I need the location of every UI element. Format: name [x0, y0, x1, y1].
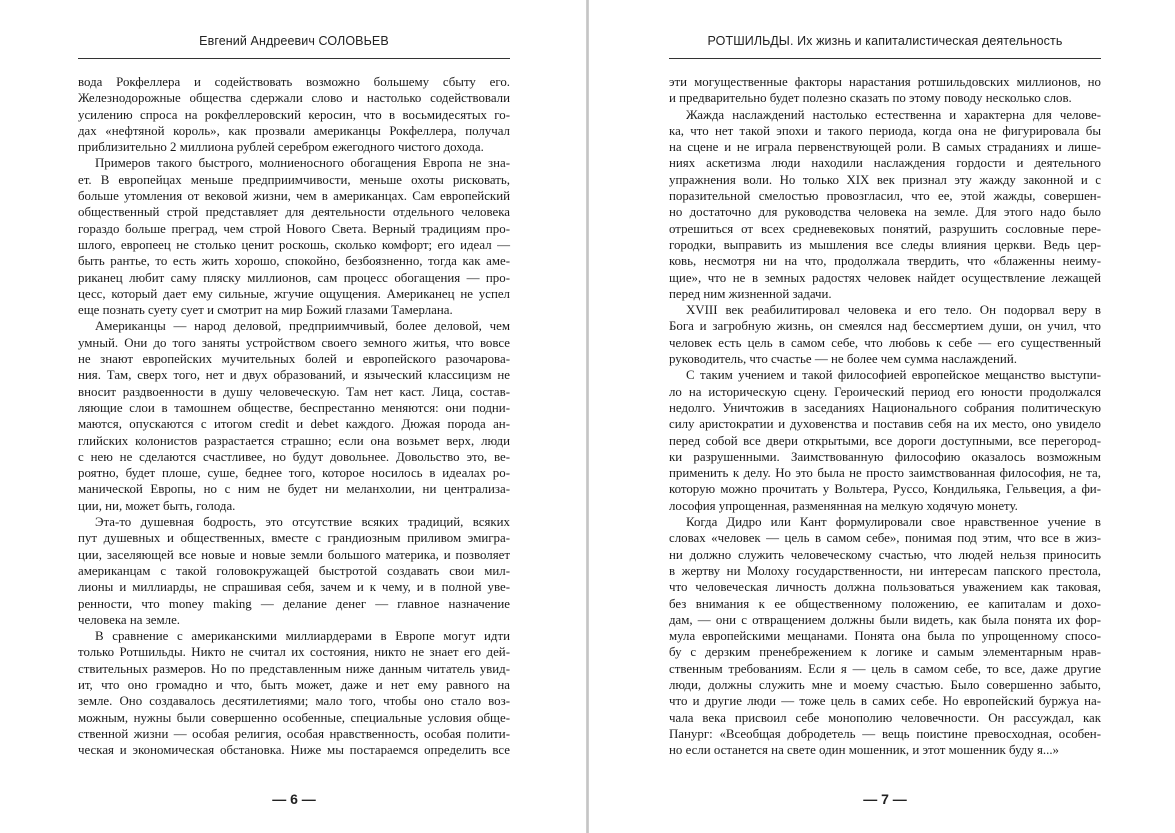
- text-line: руководитель, что счастье — не более чем сумма наслаждений.: [669, 352, 1017, 367]
- right-page: [669, 0, 1101, 833]
- text-line: вода Рокфеллера и содействовать возможно большему сбыту его.: [78, 75, 510, 89]
- text-line: перед ним жизненной задачи.: [669, 286, 832, 301]
- text-line: общественный строй представляет для деятельности отдельного человека: [78, 205, 510, 220]
- text-line: пут душевных и общественных, вместе с грандиозным приливом эмигра-: [78, 531, 510, 546]
- text-line: Железнодорожные общества сдержали слово и настолько содействовали: [78, 91, 510, 106]
- text-line: люди, должны служить мне и моему счастью. Было совершенно забыто,: [669, 677, 1101, 692]
- text-line: ческая и экономическая обстановка. Ниже мы постараемся определить все: [78, 743, 510, 758]
- text-line: земле. Оно создавалось десятилетиями; мало того, чтобы оно стало воз-: [78, 694, 510, 709]
- text-line: XVIII век реабилитировал человека и его тело. Он подорвал веру в: [686, 303, 1101, 318]
- text-line: ит, что оно громадно и что, быть может, даже и нет ему равного на: [78, 677, 510, 692]
- text-line: можным, нужны были совершенно особенные, специальные условия обще-: [78, 710, 510, 725]
- text-line: риканец любит саму пляску миллионов, сам процесс обогащения — про-: [78, 270, 510, 285]
- text-line: упражнения воли. Но только XIX век признал эту жажду законной и с: [669, 172, 1101, 187]
- header-rule: [669, 58, 1101, 59]
- text-line: только Ротшильды. Никто не считал их состояния, никто не знает его дей-: [78, 645, 510, 660]
- text-line: человека на земле.: [78, 612, 181, 627]
- page-number: — 6 —: [272, 791, 316, 807]
- text-line: ции, заселяющей все новые и новые земли большого материка, и позволяет: [78, 547, 510, 562]
- text-line: дам, — они с отвращением должны были видеть, как была понята их фор-: [669, 612, 1101, 627]
- text-line: словах «человек — цель в самом себе», понимая под этим, что все в жиз-: [669, 531, 1101, 546]
- text-line: бу с дерзким пренебрежением к логике и самым элементарным нрав-: [669, 645, 1101, 660]
- text-line: умный. Они до того заняты устройством своего земного житья, что вовсе: [78, 335, 510, 350]
- text-line: В сравнение с американскими миллиардерами в Европе могут идти: [95, 629, 510, 644]
- text-line: ствительных размеров. Но по представленным ниже данным читатель увид-: [78, 661, 510, 676]
- text-line: вносит раздвоенности в душу человеческую. Там нет каст. Лица, состав-: [78, 384, 510, 399]
- text-line: ло на историческую сцену. Героический период его юности продолжался: [669, 384, 1101, 399]
- text-line: ляющие слои в тамошнем обществе, беспрестанно меняются: они подни-: [78, 400, 510, 415]
- text-line: еще познать суету сует и смотрит на мир Божий глазами Тамерлана.: [78, 303, 453, 318]
- page-number: — 7 —: [863, 791, 907, 807]
- text-line: ковь, несмотря ни на что, продолжала твердить, что «блаженны неиму-: [669, 254, 1101, 269]
- left-page: [78, 0, 510, 833]
- text-line: но если останется на свете один мошенник, и этот мошенник буду я...»: [669, 743, 1059, 758]
- text-line: ка, что нет такой эпохи и такого периода, когда она не фигурировала бы: [669, 123, 1101, 138]
- text-line: ки разрушенными. Заимствованную философию оказалось возможным: [669, 449, 1101, 464]
- text-line: Жажда наслаждений настолько естественна и характерна для челове-: [686, 107, 1101, 122]
- text-line: шлого, европеец не столько ценит роскошь, сколько комфорт; его идеал —: [78, 237, 510, 252]
- text-line: поразительной смелостью провозгласил, что ее, этой жажды, совершен-: [669, 189, 1101, 204]
- text-line: маются, опускаются с итогом credit и debet каждого. Дюжая порода ан-: [78, 417, 510, 432]
- text-line: усилению спроса на рокфеллеровский керосин, что в восьмидесятых го-: [78, 107, 510, 122]
- text-line: и предварительно будет полезно сказать по этому поводу несколько слов.: [669, 91, 1072, 106]
- text-line: Американцы — народ деловой, предприимчивый, более деловой, чем: [95, 319, 510, 334]
- body-text: [78, 74, 510, 758]
- text-line: Эта-то душевная бодрость, это отсутствие всяких традиций, всяких: [95, 515, 510, 530]
- text-line: не знают европейских мучительных болей и европейского разочарова-: [78, 352, 510, 367]
- text-line: быть рантье, то есть жить хорошо, спокойно, безбоязненно, тогда как аме-: [78, 254, 510, 269]
- text-line: приблизительно 2 миллиона рублей серебром ежегодного чистого дохода.: [78, 140, 484, 155]
- text-line: ственным требованиям. Если я — цель в самом себе, то все, даже другие: [669, 661, 1101, 676]
- text-line: больше утомления от вековой жизни, чем в американцах. Сам европейский: [78, 189, 510, 204]
- text-line: С таким учением и такой философией европейское мещанство выступи-: [686, 368, 1101, 383]
- header-rule: [78, 58, 510, 59]
- text-line: мула европейскими мещанами. Понята она была по упрощенному спосо-: [669, 629, 1101, 644]
- running-head-author: Евгений Андреевич СОЛОВЬЕВ: [199, 34, 389, 48]
- text-line: ниях аскетизма люди находили наслаждения гордости и деятельного: [669, 156, 1101, 171]
- text-line: Панург: «Всеобщая добродетель — вещь поистине превосходная, особен-: [669, 726, 1101, 741]
- text-line: лионы и миллиарды, не спрашивая себя, зачем и к чему, и в полной уве-: [78, 580, 510, 595]
- text-line: в жертву ни Молоху государственности, ни интересам папского престола,: [669, 563, 1101, 578]
- text-line: Когда Дидро или Кант формулировали свое нравственное учение в: [686, 515, 1101, 530]
- text-line: ренности, что money making — делание денег — главное назначение: [78, 596, 510, 611]
- text-line: на сцене и не играла первенствующей роли. В самых страданиях и лише-: [669, 140, 1101, 155]
- text-line: ни должно служить человеческому счастью, что людей нельзя приносить: [669, 547, 1101, 562]
- text-line: цесс, который дает ему сильные, жгучие ощущения. Американец не успел: [78, 286, 510, 301]
- text-line: щие», что не в земных радостях человек найдет осуществление лежащей: [669, 270, 1101, 285]
- text-line: глийских колонистов разрастается страшно; если она возьмет верх, люди: [78, 433, 510, 448]
- text-line: силу аристократии и духовенства и поставив себя на их место, оно увидело: [669, 417, 1101, 432]
- text-line: ния. Там, сверх того, нет и двух образований, и языческий классицизм не: [78, 368, 510, 383]
- text-line: роятно, будет плоше, суше, беднее того, которое носилось в идеалах ро-: [78, 466, 510, 481]
- text-line: гораздо больше преград, чем строй Нового Света. Верный традициям про-: [78, 221, 510, 236]
- text-line: без внимания к ее общественному положению, ее капиталам и дохо-: [669, 596, 1101, 611]
- text-line: применить к делу. Но это была не просто заимствованная философия, не та,: [669, 466, 1101, 481]
- text-line: с нею не сделаются счастливее, но будут довольнее. Довольство это, ве-: [78, 449, 510, 464]
- book-gutter: [586, 0, 589, 833]
- text-line: Бога и загробную жизнь, он смеялся над бессмертием души, он учил, что: [669, 319, 1101, 334]
- running-head-title: РОТШИЛЬДЫ. Их жизнь и капиталистическая деятельность: [707, 34, 1063, 48]
- text-line: человек есть цель в самом себе, что любовь к себе — его существенный: [669, 335, 1101, 350]
- text-line: ции, ни, может быть, голода.: [78, 498, 236, 513]
- text-line: лософия упрощенная, разменянная на мелкую ходячую монету.: [669, 498, 1018, 513]
- text-line: эти могущественные факторы нарастания ротшильдовских миллионов, но: [669, 75, 1101, 89]
- text-line: чала века присвоил себе монополию человечности. Он рассуждал, как: [669, 710, 1101, 725]
- text-line: перед собой все двери открытыми, все дороги доступными, все перегород-: [669, 433, 1101, 448]
- text-line: городки, выправить из мышления все следы влияния церкви. Ведь цер-: [669, 237, 1101, 252]
- text-line: американцам с такой головокружащей быстротой создавать свои мил-: [78, 563, 510, 578]
- text-line: манической Европы, но с ним не будет ни меланхолии, ни централиза-: [78, 482, 510, 497]
- body-text: [669, 74, 1101, 758]
- text-line: ственной жизни — особая религия, особая нравственность, особая полити-: [78, 726, 510, 741]
- text-line: ет. В европейцах меньше предприимчивости, меньше охоты рисковать,: [78, 172, 510, 187]
- text-line: что человеческая личность должна пользоваться уважением как таковая,: [669, 580, 1101, 595]
- text-line: Примеров такого быстрого, молниеносного обогащения Европа не зна-: [95, 156, 510, 171]
- text-line: но достаточно для руководства человека на земле. Для этого надо было: [669, 205, 1101, 220]
- text-line: что и другие люди — тоже цель в самих себе. Но европейский буржуа на-: [669, 694, 1101, 709]
- text-line: недолго. Уничтожив в заседаниях Национального собрания политическую: [669, 400, 1101, 415]
- text-line: дах «нефтяной король», как прозвали американцы Рокфеллера, получал: [78, 123, 510, 138]
- text-line: отрешиться от всех средневековых понятий, разрушить сословные пере-: [669, 221, 1101, 236]
- text-line: которую можно прочитать у Вольтера, Руссо, Кондильяка, Гельвеция, а фи-: [669, 482, 1101, 497]
